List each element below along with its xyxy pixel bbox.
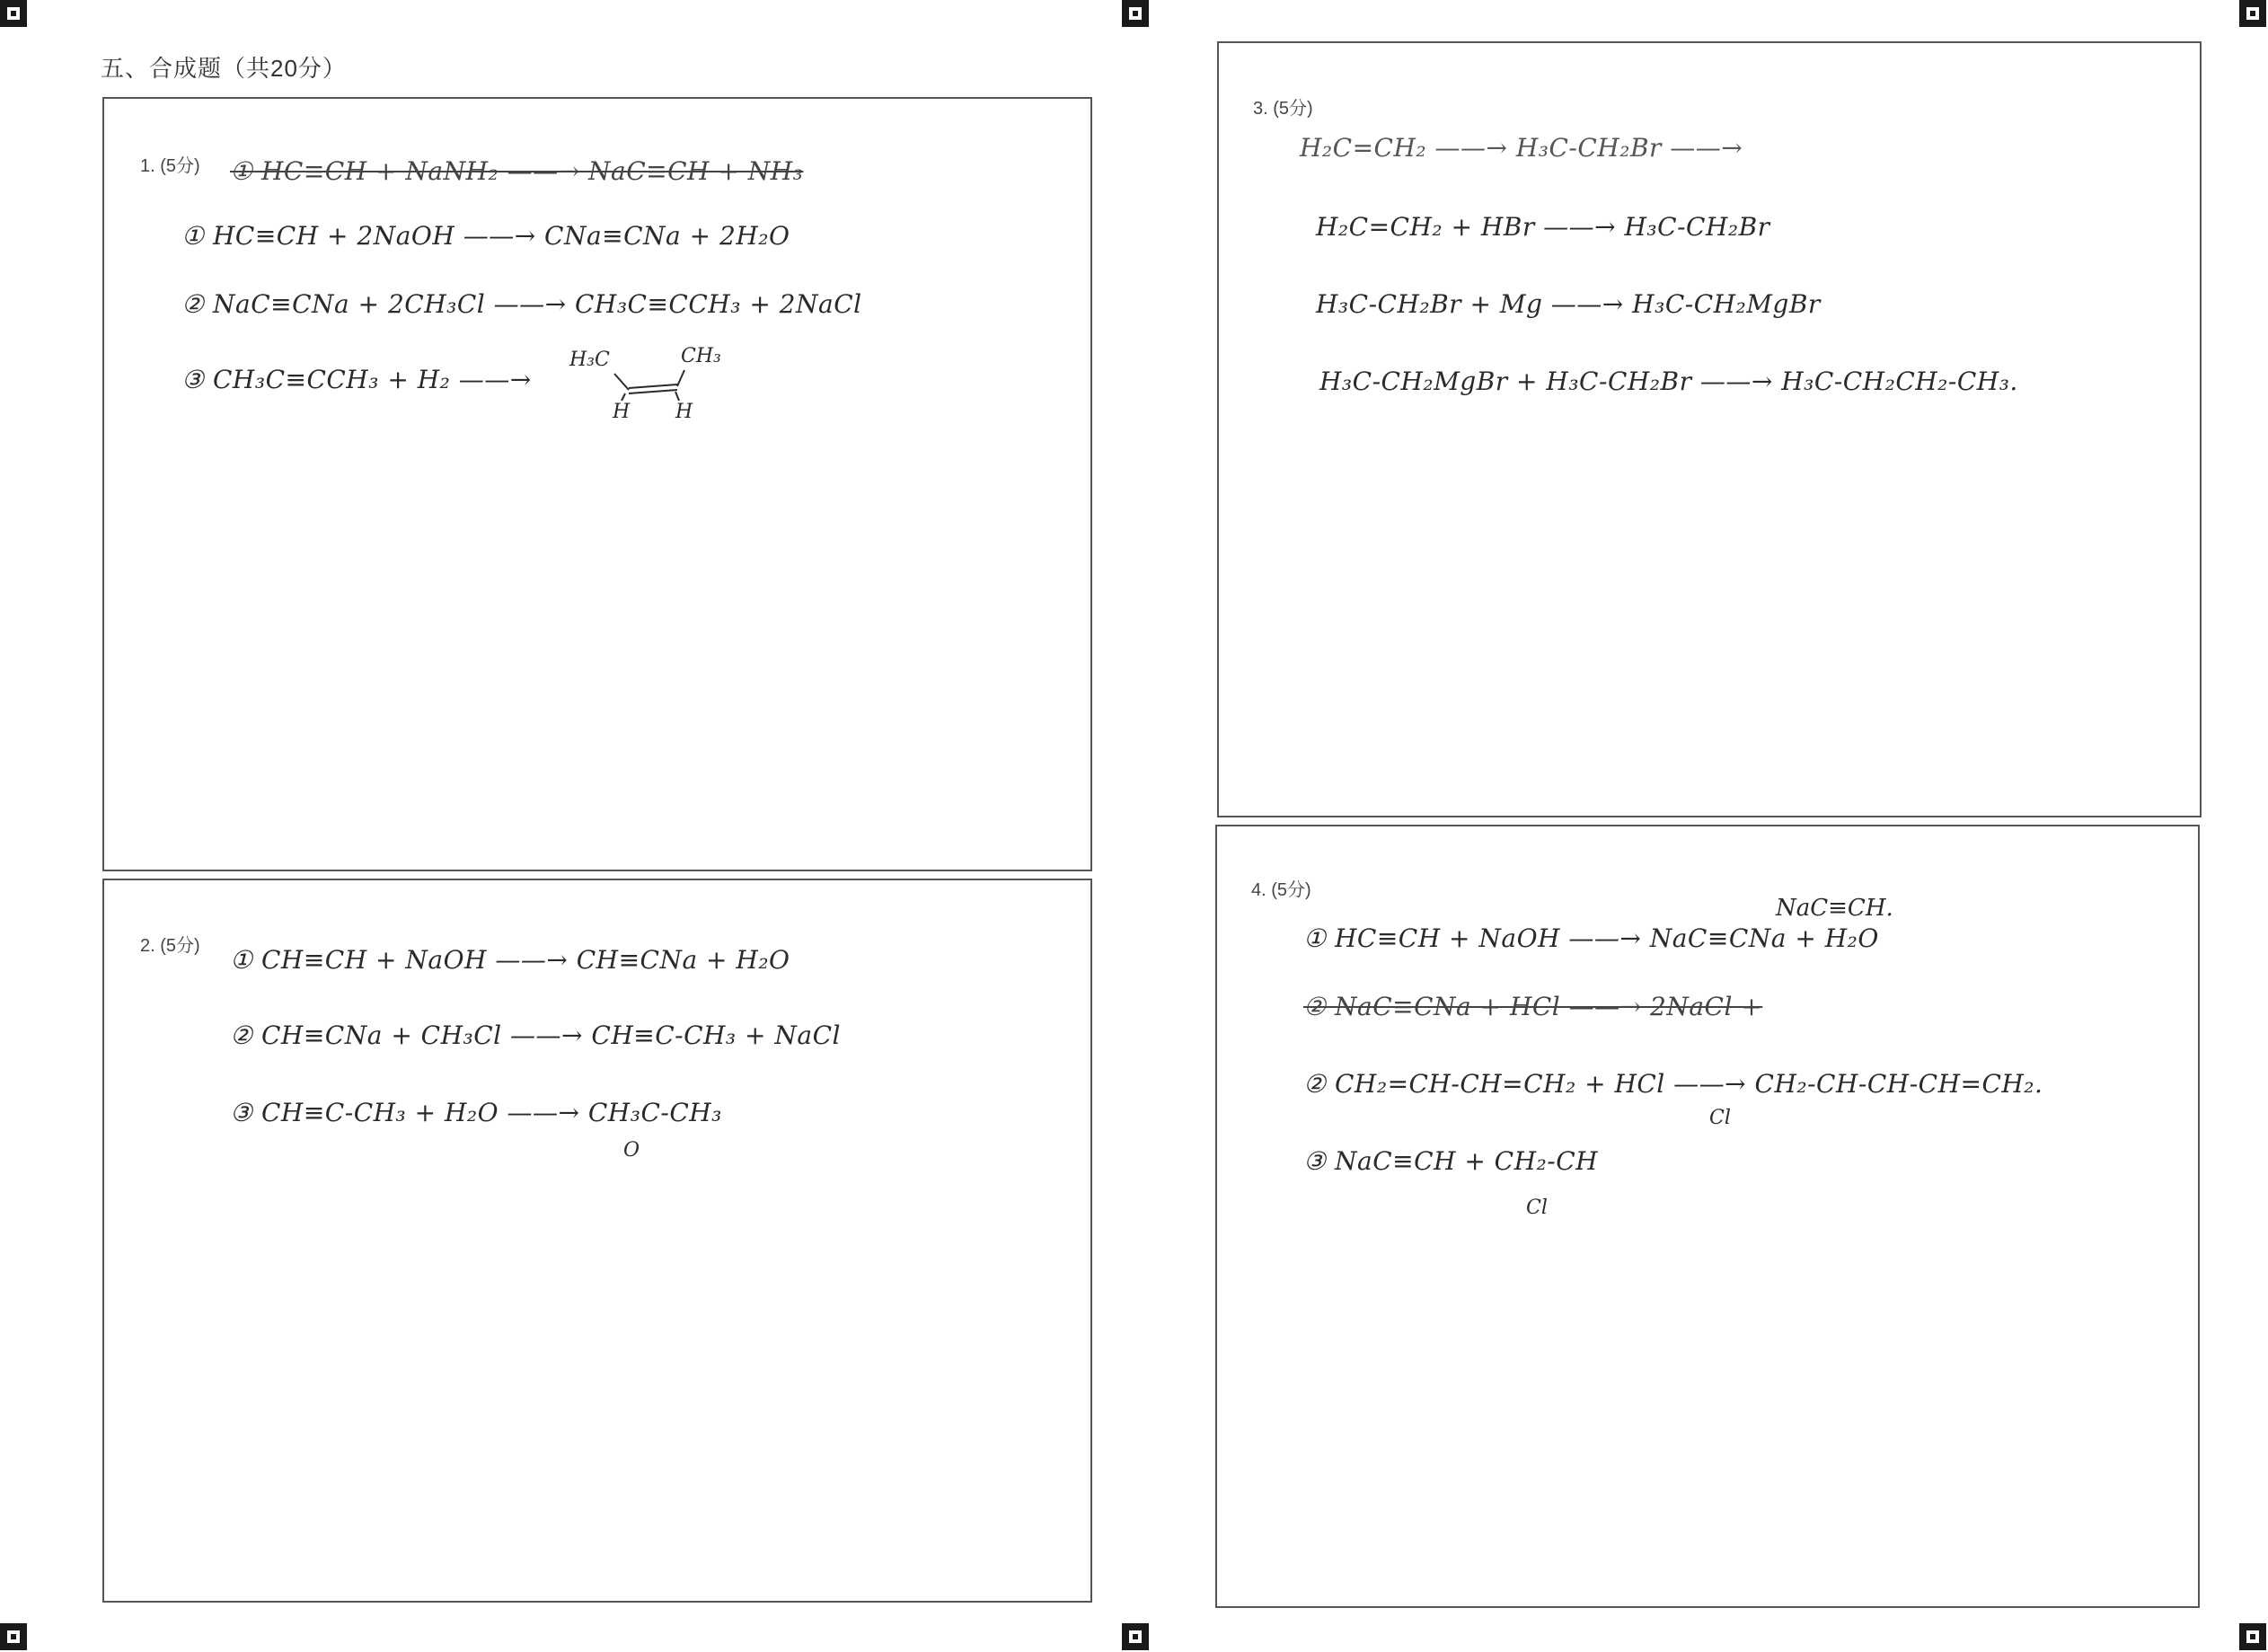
- equation-line: ② NaC≡CNa + HCl ——→ 2NaCl +: [1303, 992, 1763, 1021]
- answer-box-q2: [102, 879, 1092, 1603]
- chloro-substituent: Cl: [1526, 1197, 1548, 1219]
- equation-line: ① HC≡CH + NaNH₂ ——→ NaC≡CH + NH₃: [230, 156, 804, 186]
- answer-box-q3: [1217, 41, 2202, 817]
- corner-marker-bottom-left: [0, 1623, 27, 1650]
- answer-box-q4: [1215, 825, 2200, 1608]
- equation-line: ② NaC≡CNa + 2CH₃Cl ——→ CH₃C≡CCH₃ + 2NaCl: [181, 289, 862, 319]
- question-label: 1. (5分): [140, 156, 200, 176]
- equation-line: ① HC≡CH + NaOH ——→ NaC≡CNa + H₂O: [1303, 923, 1879, 953]
- equation-line: H₂C=CH₂ ——→ H₃C-CH₂Br ——→: [1300, 133, 1743, 163]
- product-label: CH₃: [681, 345, 721, 367]
- question-label: 3. (5分): [1253, 99, 1313, 119]
- double-bond-drawing: [607, 368, 688, 404]
- equation-line: ② CH≡CNa + CH₃Cl ——→ CH≡C-CH₃ + NaCl: [230, 1020, 841, 1050]
- equation-line: ③ CH≡C-CH₃ + H₂O ——→ CH₃C-CH₃: [230, 1098, 722, 1127]
- equation-line: ③ NaC≡CH + CH₂-CH: [1303, 1146, 1599, 1176]
- equation-line: ① CH≡CH + NaOH ——→ CH≡CNa + H₂O: [230, 945, 790, 975]
- chloro-substituent: Cl: [1709, 1107, 1731, 1129]
- equation-line: ① HC≡CH + 2NaOH ——→ CNa≡CNa + 2H₂O: [181, 221, 790, 251]
- corner-marker-top-center: [1122, 0, 1149, 27]
- equation-line: ② CH₂=CH-CH=CH₂ + HCl ——→ CH₂-CH-CH-CH=CH₂.: [1303, 1069, 2043, 1099]
- product-label: H: [613, 401, 631, 423]
- equation-line: H₃C-CH₂MgBr + H₃C-CH₂Br ——→ H₃C-CH₂CH₂-CH₃.: [1319, 367, 2018, 396]
- annotation-above: NaC≡CH.: [1776, 895, 1893, 922]
- equation-line: H₂C=CH₂ + HBr ——→ H₃C-CH₂Br: [1316, 212, 1770, 242]
- question-label: 2. (5分): [140, 936, 200, 956]
- section-title: 五、合成题（共20分）: [101, 55, 347, 82]
- corner-marker-bottom-right: [2239, 1623, 2266, 1650]
- corner-marker-top-left: [0, 0, 27, 27]
- carbonyl-oxygen: O: [623, 1139, 640, 1162]
- product-label: H₃C: [569, 349, 610, 371]
- equation-line: H₃C-CH₂Br + Mg ——→ H₃C-CH₂MgBr: [1316, 289, 1821, 319]
- answer-box-q1: [102, 97, 1092, 871]
- question-label: 4. (5分): [1251, 880, 1311, 900]
- product-label: H: [675, 401, 693, 423]
- corner-marker-bottom-center: [1122, 1623, 1149, 1650]
- corner-marker-top-right: [2239, 0, 2266, 27]
- equation-line: ③ CH₃C≡CCH₃ + H₂ ——→: [181, 365, 532, 394]
